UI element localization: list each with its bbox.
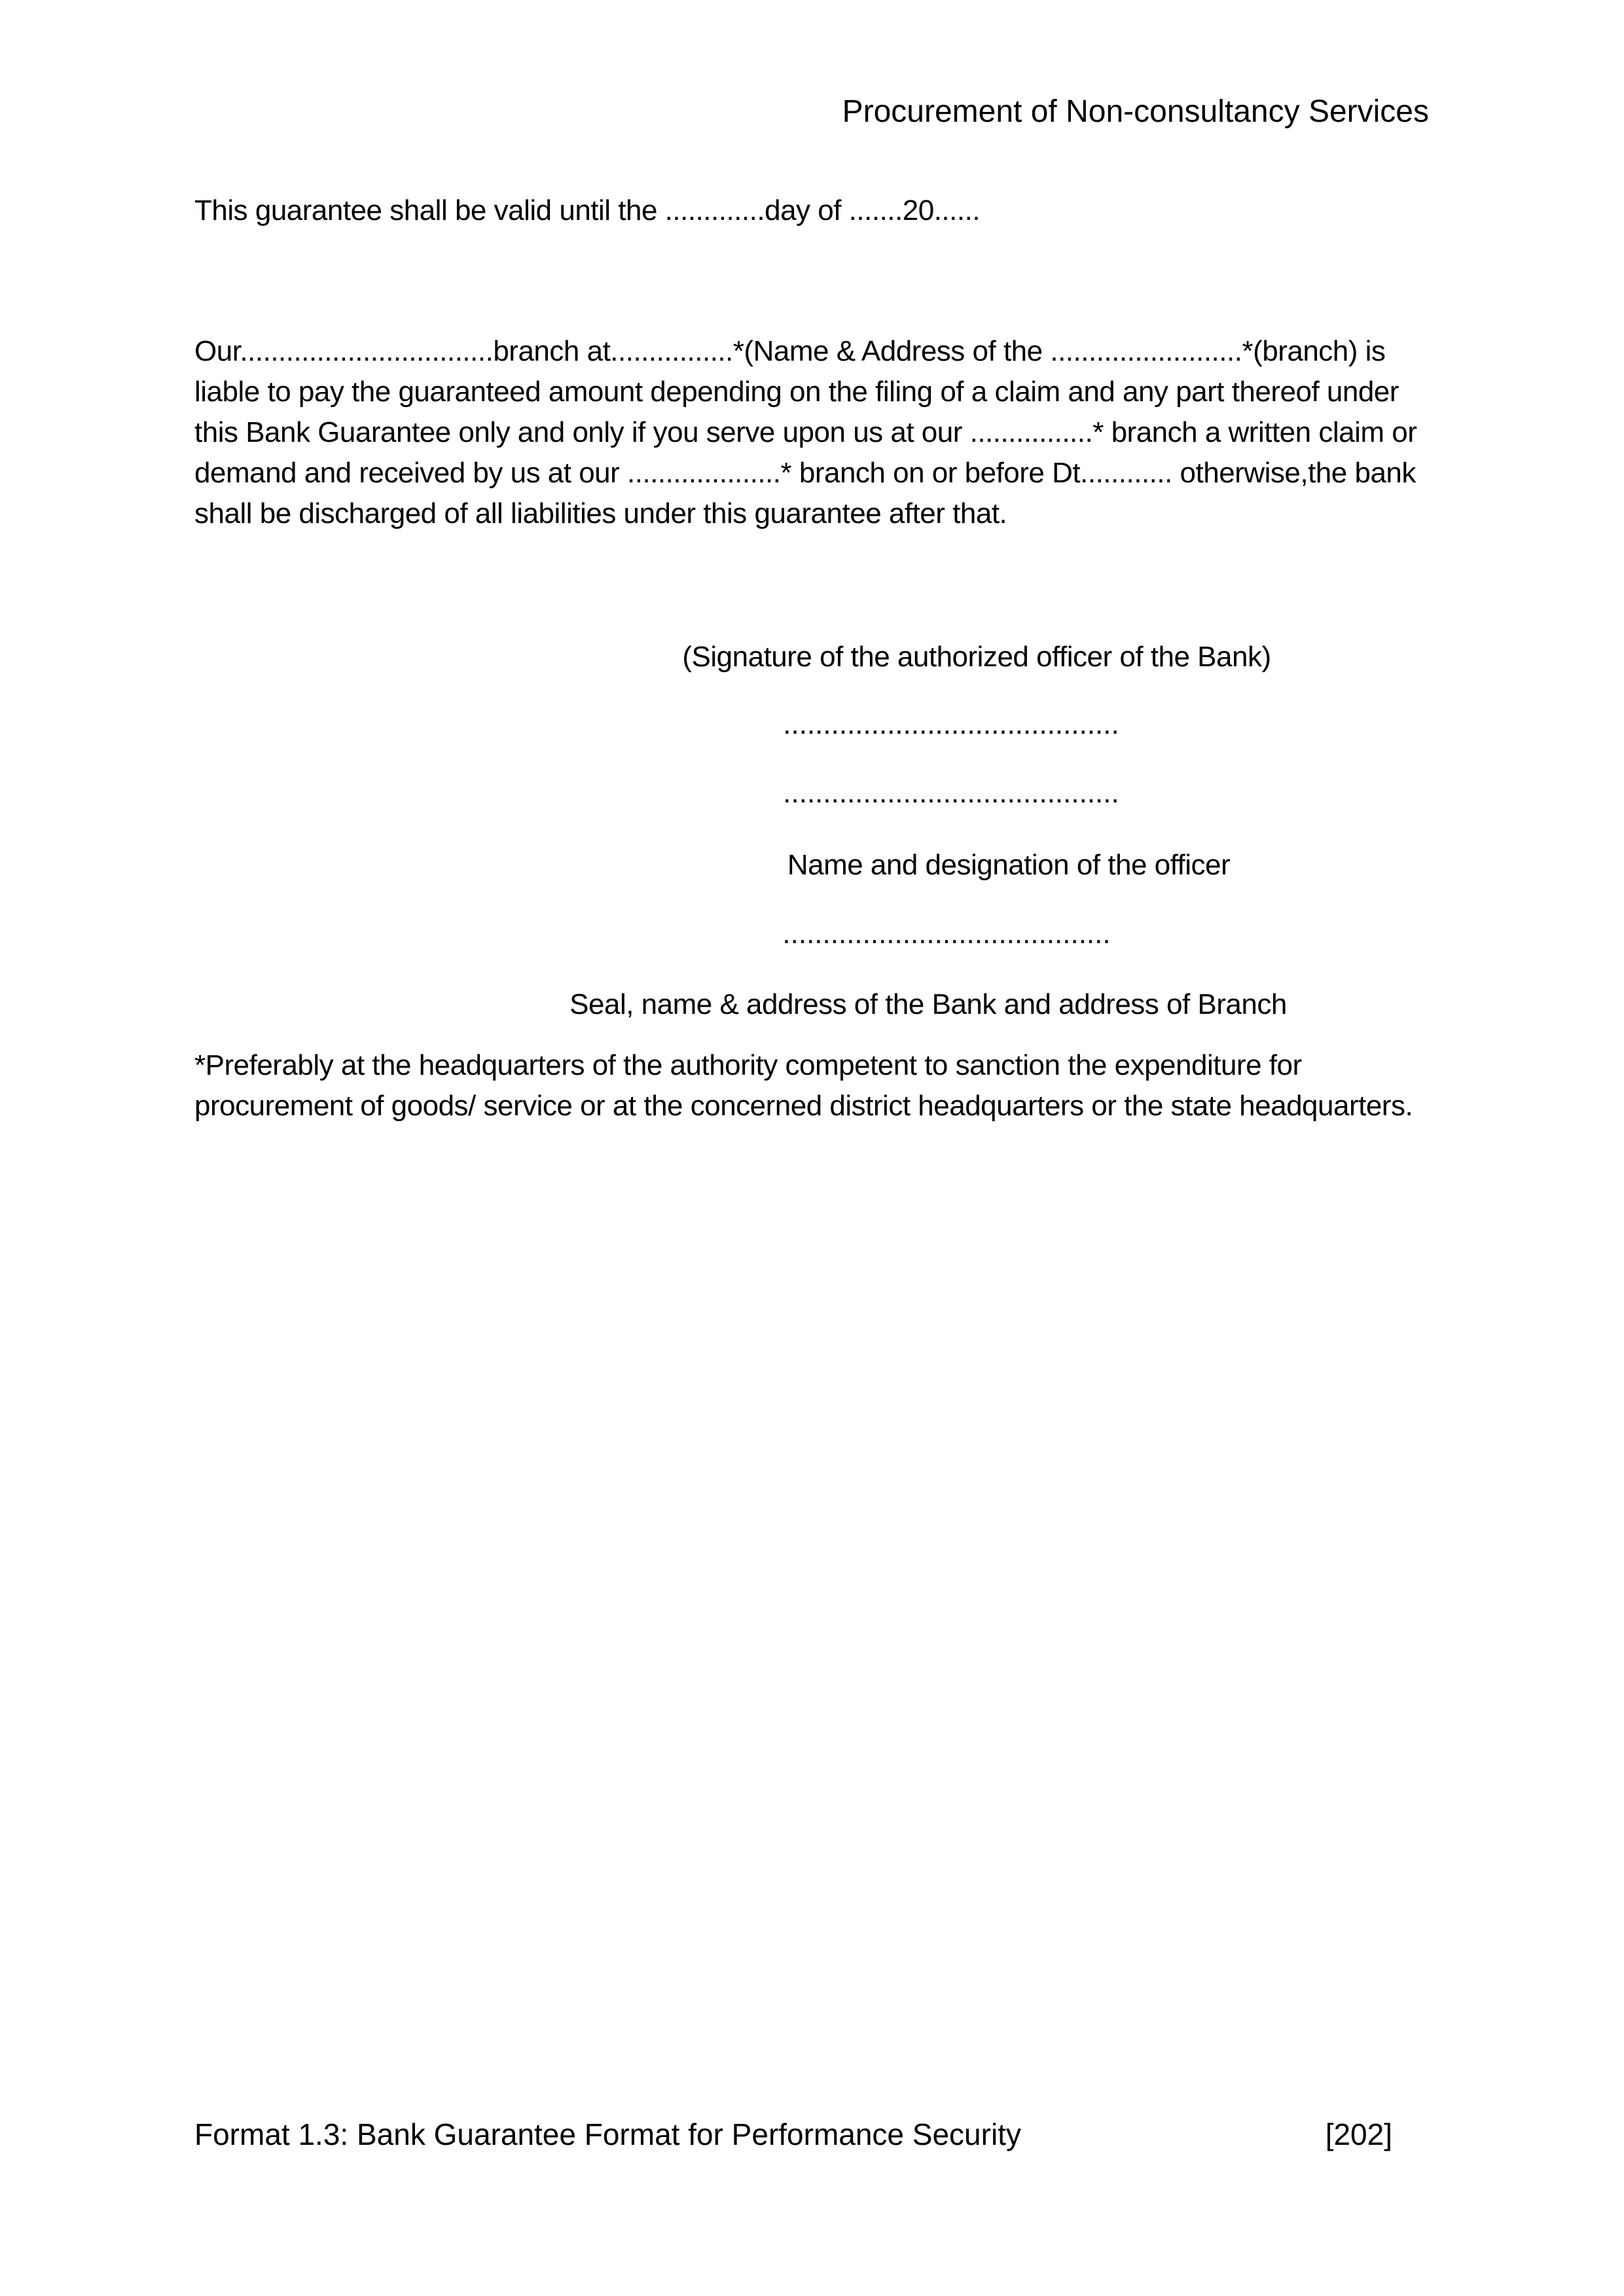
footnote-paragraph: [194, 1045, 1413, 1126]
liability-paragraph-line: Our.................................branch at................*(Name & Address of the .........................*(branch) is: [194, 335, 1386, 367]
officer-name-caption: Name and designation of the officer: [787, 849, 1231, 881]
liability-paragraph-line: demand and received by us at our ....................* branch on or before Dt............ otherwise,the bank: [194, 457, 1416, 489]
footer-format-label: Format 1.3: Bank Guarantee Format for Performance Security: [194, 2117, 1021, 2151]
seal-dotted-line: .........................................: [782, 918, 1111, 950]
liability-paragraph-line: shall be discharged of all liabilities under this guarantee after that.: [194, 497, 1007, 529]
signature-dotted-line: ..........................................: [783, 708, 1119, 740]
liability-paragraph-line: liable to pay the guaranteed amount depending on the filing of a claim and any part thereof under: [194, 376, 1399, 408]
liability-paragraph-line: this Bank Guarantee only and only if you serve upon us at our ................* branch a written claim or: [194, 416, 1417, 448]
liability-paragraph: [194, 331, 1416, 534]
page-header-title: Procurement of Non-consultancy Services: [842, 94, 1429, 129]
signature-caption: (Signature of the authorized officer of the Bank): [682, 641, 1271, 673]
validity-paragraph: This guarantee shall be valid until the .............day of .......20......: [194, 194, 981, 226]
seal-caption: Seal, name & address of the Bank and address of Branch: [569, 988, 1287, 1020]
footnote-line: procurement of goods/ service or at the concerned district headquarters or the state headquarters.: [194, 1090, 1413, 1122]
signature-dotted-line: ..........................................: [783, 777, 1119, 809]
footer-page-number: [202]: [1325, 2117, 1392, 2151]
footnote-line: *Preferably at the headquarters of the authority competent to sanction the expenditure for: [194, 1049, 1302, 1081]
